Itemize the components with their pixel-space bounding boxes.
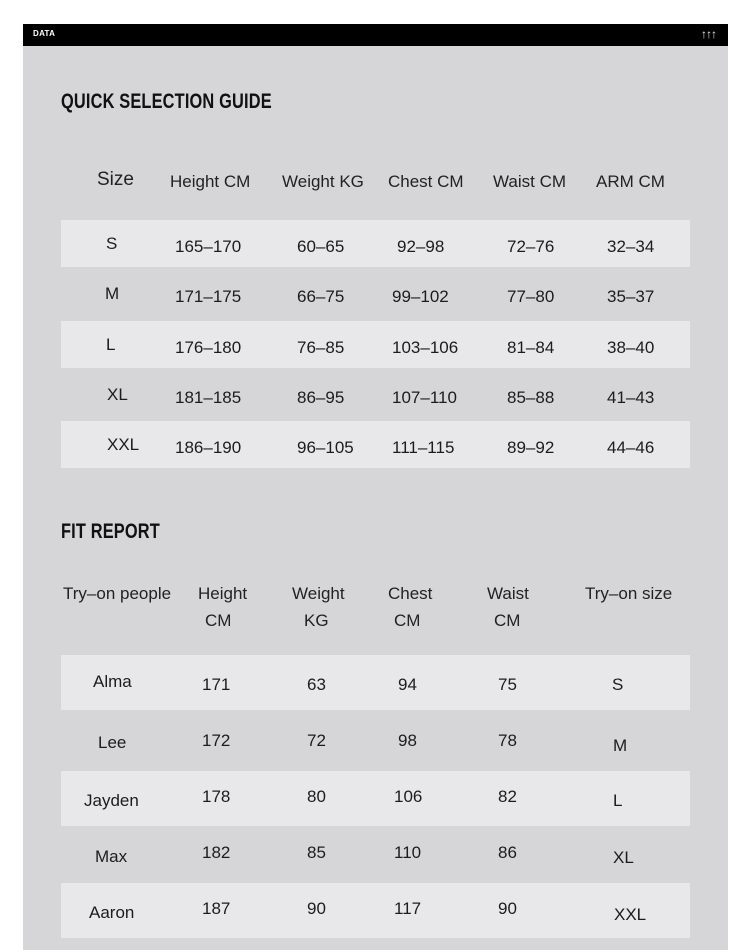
try-on-size-cell: M xyxy=(613,736,628,755)
chest-cell: 111–115 xyxy=(392,438,455,457)
weight-cell: 90 xyxy=(307,899,326,918)
chest-cell: 117 xyxy=(394,899,422,918)
waist-cell: 89–92 xyxy=(507,438,555,457)
waist-cell: 86 xyxy=(498,843,517,862)
height-cell: 178 xyxy=(202,787,231,806)
col-header-weight: Weight xyxy=(292,584,345,603)
quick-guide-row-m xyxy=(61,270,690,317)
fit-report-header-row xyxy=(61,580,690,640)
size-cell: S xyxy=(106,234,118,253)
col-header-waist: Waist xyxy=(487,584,529,603)
col-header-weight-unit: KG xyxy=(304,611,329,630)
chest-cell: 98 xyxy=(398,731,417,750)
weight-cell: 66–75 xyxy=(297,287,345,306)
waist-cell: 77–80 xyxy=(507,287,555,306)
fit-report-row-alma xyxy=(61,655,690,710)
height-cell: 176–180 xyxy=(175,338,242,357)
height-cell: 186–190 xyxy=(175,438,242,457)
person-name-cell: Lee xyxy=(98,733,127,752)
quick-guide-header-row xyxy=(61,167,690,197)
height-cell: 182 xyxy=(202,843,231,862)
person-name-cell: Alma xyxy=(93,672,132,691)
chest-cell: 110 xyxy=(394,843,422,862)
waist-cell: 82 xyxy=(498,787,517,806)
weight-cell: 76–85 xyxy=(297,338,345,357)
weight-cell: 60–65 xyxy=(297,237,345,256)
weight-cell: 85 xyxy=(307,843,326,862)
size-cell: L xyxy=(106,335,116,354)
person-name-cell: Max xyxy=(95,847,128,866)
col-header-height: Height xyxy=(198,584,248,603)
quick-guide-title: QUICK SELECTION GUIDE xyxy=(61,90,272,113)
col-header-chest: Chest CM xyxy=(388,172,464,191)
chest-cell: 92–98 xyxy=(397,237,445,256)
waist-cell: 81–84 xyxy=(507,338,555,357)
fit-report-row-jayden xyxy=(61,771,690,826)
col-header-waist: Waist CM xyxy=(493,172,567,191)
fit-report-row-lee xyxy=(61,715,690,770)
chest-cell: 99–102 xyxy=(392,287,449,306)
weight-cell: 72 xyxy=(307,731,326,750)
arm-cell: 35–37 xyxy=(607,287,655,306)
person-name-cell: Aaron xyxy=(89,903,135,922)
chest-cell: 106 xyxy=(394,787,423,806)
col-header-size: Size xyxy=(97,169,134,190)
col-header-arm: ARM CM xyxy=(596,172,665,191)
fit-report-title: FIT REPORT xyxy=(61,520,160,543)
quick-guide-row-l xyxy=(61,321,690,368)
arm-cell: 32–34 xyxy=(607,237,655,256)
weight-cell: 96–105 xyxy=(297,438,354,457)
waist-cell: 75 xyxy=(498,675,517,694)
up-arrows-icon: ↑↑↑ xyxy=(701,27,716,41)
size-cell: M xyxy=(105,284,120,303)
try-on-size-cell: S xyxy=(612,675,624,694)
col-header-try-on-people: Try–on people xyxy=(63,584,172,603)
try-on-size-cell: L xyxy=(613,791,623,810)
height-cell: 181–185 xyxy=(175,388,242,407)
col-header-height-unit: CM xyxy=(205,611,232,630)
fit-report-row-max xyxy=(61,827,690,882)
col-header-chest-unit: CM xyxy=(394,611,421,630)
waist-cell: 78 xyxy=(498,731,517,750)
height-cell: 165–170 xyxy=(175,237,242,256)
size-cell: XL xyxy=(107,385,128,404)
arm-cell: 38–40 xyxy=(607,338,655,357)
col-header-try-on-size: Try–on size xyxy=(585,584,673,603)
quick-guide-row-xxl xyxy=(61,421,690,468)
chest-cell: 107–110 xyxy=(392,388,457,407)
col-header-chest: Chest xyxy=(388,584,433,603)
weight-cell: 63 xyxy=(307,675,326,694)
waist-cell: 85–88 xyxy=(507,388,555,407)
height-cell: 172 xyxy=(202,731,231,750)
arm-cell: 44–46 xyxy=(607,438,655,457)
weight-cell: 80 xyxy=(307,787,326,806)
waist-cell: 90 xyxy=(498,899,517,918)
weight-cell: 86–95 xyxy=(297,388,345,407)
size-cell: XXL xyxy=(107,435,140,454)
chest-cell: 103–106 xyxy=(392,338,459,357)
top-bar xyxy=(23,24,728,46)
chest-cell: 94 xyxy=(398,675,417,694)
arm-cell: 41–43 xyxy=(607,388,655,407)
col-header-height: Height CM xyxy=(170,172,251,191)
top-bar-label: DATA xyxy=(33,29,56,38)
quick-guide-row-s xyxy=(61,220,690,267)
try-on-size-cell: XL xyxy=(613,848,634,867)
fit-report-row-aaron xyxy=(61,883,690,938)
height-cell: 171 xyxy=(202,675,231,694)
person-name-cell: Jayden xyxy=(84,791,139,810)
height-cell: 187 xyxy=(202,899,231,918)
quick-guide-row-xl xyxy=(61,371,690,418)
size-chart-panel xyxy=(23,24,728,950)
height-cell: 171–175 xyxy=(175,287,242,306)
waist-cell: 72–76 xyxy=(507,237,555,256)
col-header-weight: Weight KG xyxy=(282,172,364,191)
col-header-waist-unit: CM xyxy=(494,611,521,630)
try-on-size-cell: XXL xyxy=(614,905,647,924)
